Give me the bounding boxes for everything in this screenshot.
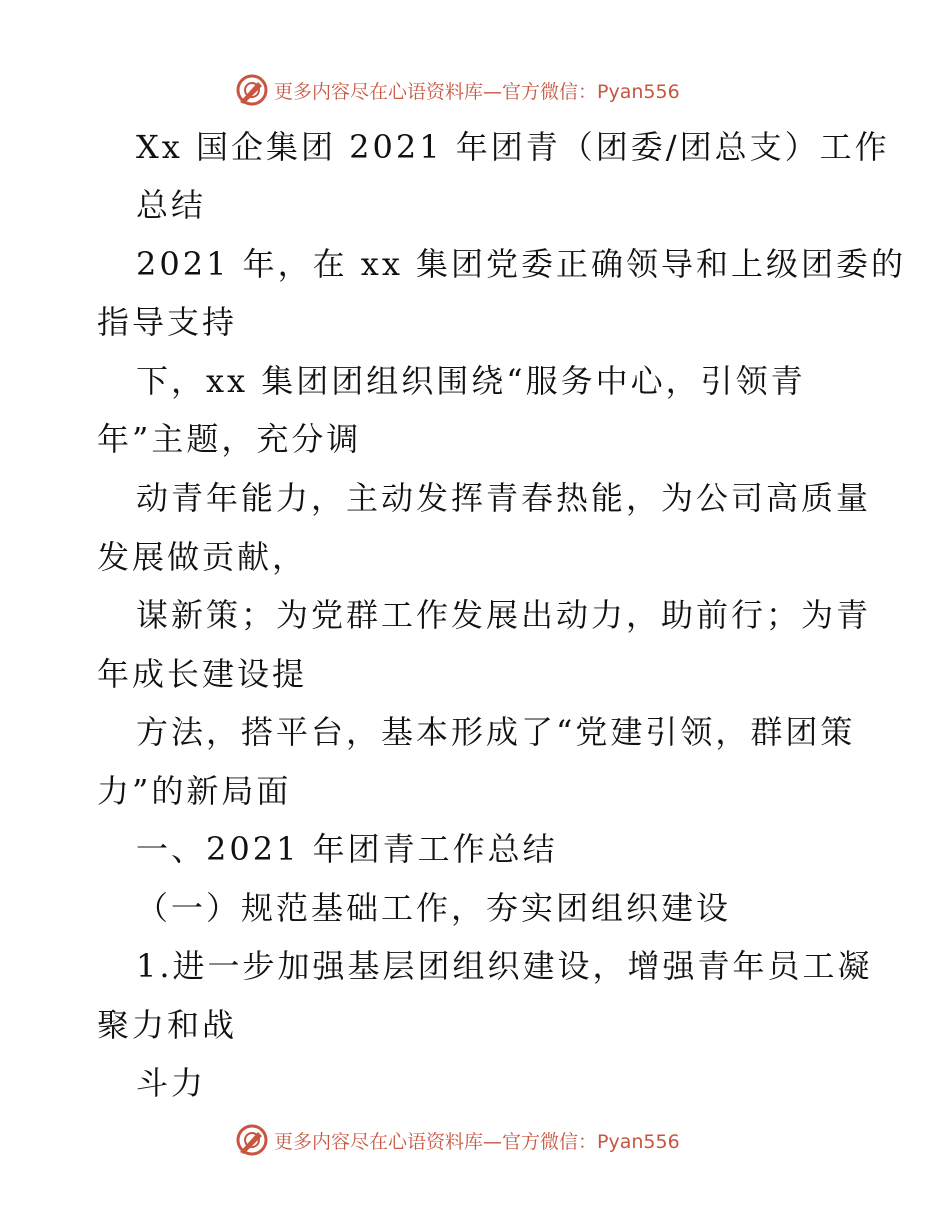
doc-line: 发展做贡献， xyxy=(97,538,308,576)
doc-line: 斗力 xyxy=(136,1064,207,1102)
doc-line: Xx 国企集团 2021 年团青（团委/团总支）工作 xyxy=(136,128,890,166)
pen-logo-icon xyxy=(234,1122,270,1158)
footer-watermark xyxy=(234,1122,680,1158)
header-watermark xyxy=(234,72,680,108)
watermark-text: 更多内容尽在心语资料库—官方微信：Pyan556 xyxy=(274,80,680,103)
doc-line: 2021 年，在 xx 集团党委正确领导和上级团委的 xyxy=(136,245,907,283)
doc-line: 谋新策；为党群工作发展出动力，助前行；为青 xyxy=(136,596,872,634)
watermark-text: 更多内容尽在心语资料库—官方微信：Pyan556 xyxy=(274,1130,680,1153)
pen-logo-icon xyxy=(234,72,270,108)
doc-line: 指导支持 xyxy=(97,303,238,341)
doc-line: 总结 xyxy=(136,186,207,224)
doc-line: 1.进一步加强基层团组织建设，增强青年员工凝 xyxy=(136,947,873,985)
doc-line: 聚力和战 xyxy=(97,1006,238,1044)
doc-line: 下，xx 集团团组织围绕“服务中心，引领青 xyxy=(136,362,806,400)
doc-line: 方法，搭平台，基本形成了“党建引领，群团策 xyxy=(136,713,856,751)
doc-line: 年成长建设提 xyxy=(97,655,308,693)
section-heading: 一、2021 年团青工作总结 xyxy=(136,830,558,868)
subsection-heading: （一）规范基础工作，夯实团组织建设 xyxy=(136,889,732,927)
doc-line: 年”主题，充分调 xyxy=(97,420,362,458)
doc-line: 力”的新局面 xyxy=(97,772,292,810)
doc-line: 动青年能力，主动发挥青春热能，为公司高质量 xyxy=(136,479,872,517)
